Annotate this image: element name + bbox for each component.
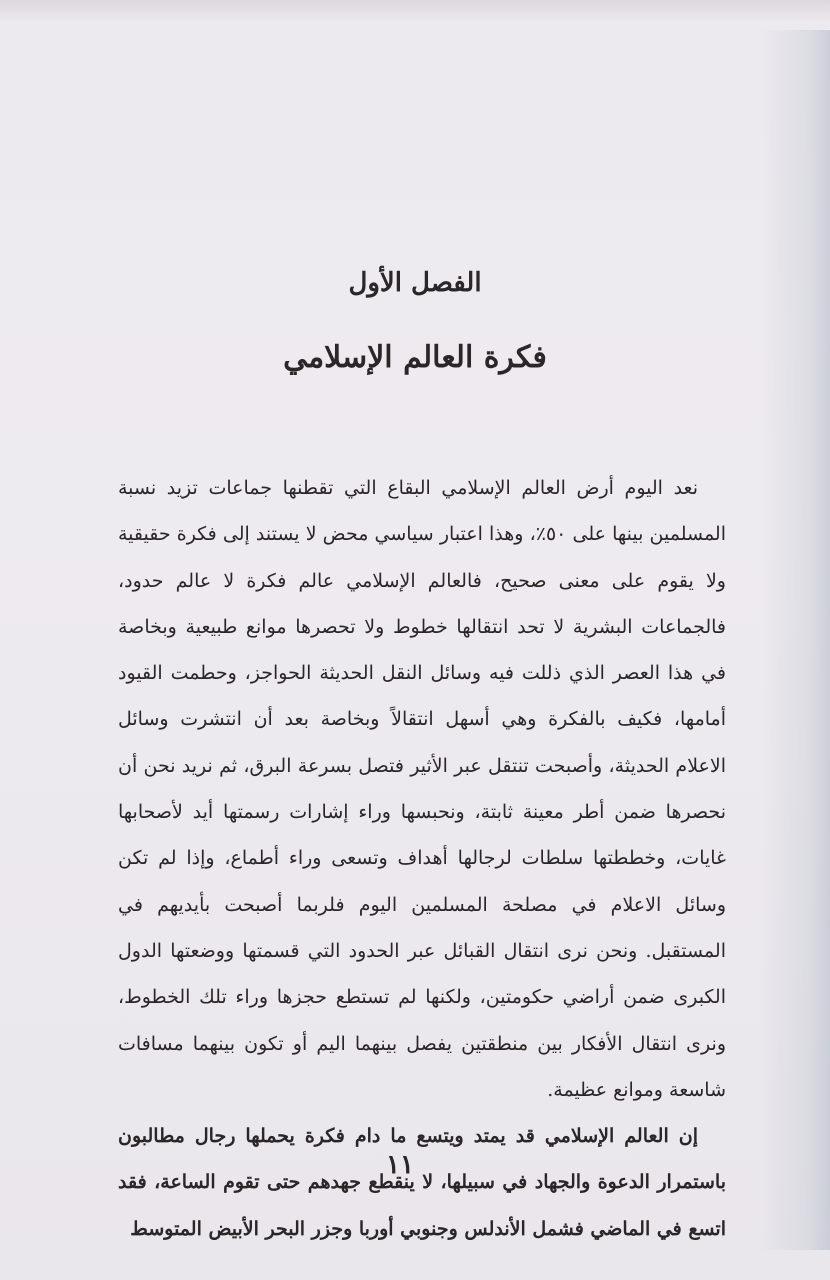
page-edge-shadow — [760, 30, 830, 1250]
chapter-heading: الفصل الأول — [348, 268, 482, 298]
body-text — [118, 465, 726, 1252]
paragraph-1: نعد اليوم أرض العالم الإسلامي البقاع التي تقطنها جماعات تزيد نسبة المسلمين بينها على ٥٠٪، وهذا اعتبار سياسي محض لا يستند إلى فكرة حقيقية ولا يقوم على معنى صحيح، فالعالم الإسلامي عالم فكرة لا عالم حدود، فالجماعات البشرية لا تحد انتقالها خطوط ولا تحصرها موانع طبيعية وبخاصة في هذا العصر الذي ذللت فيه وسائل النقل الحديثة الحواجز، وحطمت القيود أمامها، فكيف بالفكرة وهي أسهل انتقالاً وبخاصة بعد أن انتشرت وسائل الاعلام الحديثة، وأصبحت تنتقل عبر الأثير فتصل بسرعة البرق، ثم نريد نحن أن نحصرها ضمن أطر معينة ثابتة، ونحبسها وراء إشارات رسمتها أيد لأصحابها غايات، وخططتها سلطات لرجالها أهداف وتسعى وراء أطماع، وإذا لم تكن وسائل الاعلام في مصلحة المسلمين اليوم فلربما أصبحت بأيديهم في المستقبل. ونحن نرى انتقال القبائل عبر الحدود التي قسمتها ووضعتها الدول الكبرى ضمن أراضي حكومتين، ولكنها لم تستطع حجزها وراء تلك الخطوط، ونرى انتقال الأفكار بين منطقتين يفصل بينهما اليم أو تكون بينهما مسافات شاسعة وموانع عظيمة. — [118, 477, 726, 1101]
chapter-title: فكرة العالم الإسلامي — [283, 340, 547, 375]
page-number: ١١ — [386, 1150, 414, 1180]
paragraph-2: إن العالم الإسلامي قد يمتد ويتسع ما دام فكرة يحملها رجال مطالبون باستمرار الدعوة والجهاد في سبيلها، لا ينقطع جهدهم حتى تقوم الساعة، فقد اتسع في الماضي فشمل الأندلس وجنوبي أوربا وجزر البحر الأبيض المتوسط — [118, 1125, 726, 1240]
top-edge-shadow — [0, 0, 830, 22]
